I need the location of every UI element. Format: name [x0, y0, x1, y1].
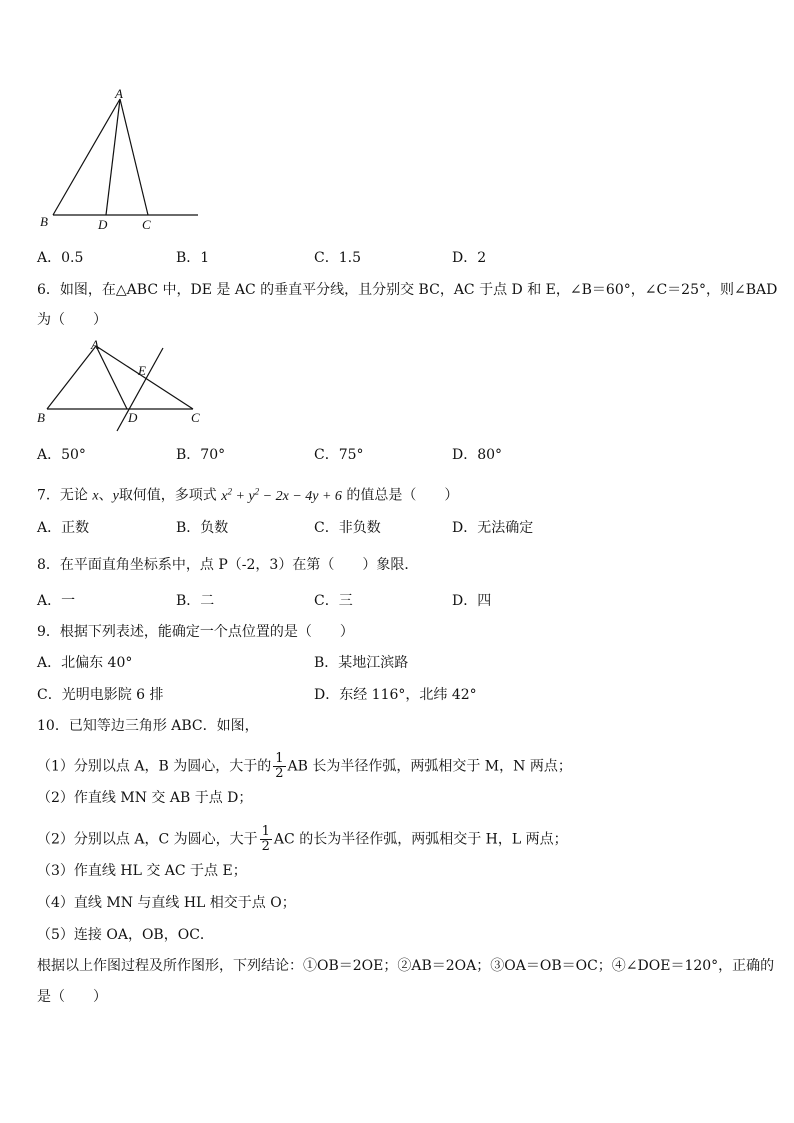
q9-stem: 9．根据下列表述，能确定一个点位置的是（ ） — [37, 624, 354, 640]
label-c: C — [142, 217, 151, 232]
q10-step2: （2）作直线 MN 交 AB 于点 D； — [37, 790, 253, 806]
q10-step1-a: （1）分别以点 A，B 为圆心，大于的 — [37, 758, 272, 775]
q5-option-c: C．1.5 — [314, 250, 361, 266]
perpendicular-bisector-de — [117, 348, 163, 431]
q10-step1-b: AB 长为半径作弧，两弧相交于 M，N 两点； — [287, 758, 572, 775]
q6-option-d: D．80° — [452, 447, 503, 463]
label-b: B — [37, 410, 45, 425]
q6-option-c: C．75° — [314, 447, 364, 463]
q8-option-d: D．四 — [452, 593, 492, 609]
segment-ac — [120, 99, 148, 215]
q8-option-b: B．二 — [176, 593, 215, 609]
fraction-half: $\frac{1}{2}$ — [261, 824, 270, 854]
q8-option-c: C．三 — [314, 593, 353, 609]
q7-suffix: 的值总是（ ） — [346, 487, 459, 504]
q6-option-a: A．50° — [37, 447, 86, 463]
segment-ab — [47, 346, 96, 409]
q9-option-b: B．某地江滨路 — [314, 655, 409, 671]
q10-conclusion-line2: 是（ ） — [37, 989, 107, 1005]
triangle-figure-q5 — [36, 86, 206, 236]
label-a: A — [91, 337, 99, 352]
q7-stem — [37, 482, 458, 506]
q10-step6: （5）连接 OA，OB，OC． — [37, 927, 214, 943]
triangle-figure-q6 — [36, 336, 206, 436]
q7-var-y: y — [112, 488, 119, 504]
q10-step3 — [37, 825, 568, 854]
q7-prefix: 7．无论 — [37, 487, 88, 504]
q7-option-b: B．负数 — [176, 520, 229, 536]
q7-option-a: A．正数 — [37, 520, 90, 536]
q10-step1 — [37, 752, 572, 781]
q10-step4: （3）作直线 HL 交 AC 于点 E； — [37, 863, 247, 879]
q9-option-a: A．北偏东 40° — [37, 655, 133, 671]
q10-intro: 10．已知等边三角形 ABC．如图， — [37, 718, 259, 734]
q7-option-c: C．非负数 — [314, 520, 381, 536]
q6-stem-line1: 6．如图，在△ABC 中，DE 是 AC 的垂直平分线，且分别交 BC，AC 于点 D 和 E，∠B＝60°，∠C＝25°，则∠BAD — [37, 282, 778, 298]
label-e: E — [138, 363, 146, 378]
label-d: D — [98, 217, 108, 232]
q10-step3-b: AC 的长为半径作弧，两弧相交于 H，L 两点； — [273, 831, 568, 848]
q8-option-a: A．一 — [37, 593, 76, 609]
q8-stem: 8．在平面直角坐标系中，点 P（-2，3）在第（ ）象限． — [37, 557, 419, 573]
label-c: C — [191, 410, 200, 425]
q6-stem-line2: 为（ ） — [37, 312, 107, 328]
segment-ab — [53, 99, 120, 215]
q7-option-d: D．无法确定 — [452, 520, 534, 536]
q9-option-d: D．东经 116°，北纬 42° — [314, 687, 477, 703]
q7-mid: 取何值，多项式 — [118, 487, 217, 504]
q7-var-x: x — [92, 488, 99, 504]
label-b: B — [40, 214, 48, 229]
q5-option-d: D．2 — [452, 250, 487, 266]
label-d: D — [128, 410, 138, 425]
q5-option-a: A．0.5 — [37, 250, 84, 266]
fraction-half: $\frac{1}{2}$ — [275, 751, 284, 781]
segment-ad — [106, 99, 120, 215]
q9-option-c: C．光明电影院 6 排 — [37, 687, 164, 703]
q7-sep: 、 — [98, 487, 113, 504]
q6-option-b: B．70° — [176, 447, 226, 463]
q7-polynomial: $x^2 + y^2 - 2x - 4y + 6$ — [221, 486, 342, 504]
q5-option-b: B．1 — [176, 250, 210, 266]
q10-step5: （4）直线 MN 与直线 HL 相交于点 O； — [37, 895, 296, 911]
label-a: A — [115, 86, 123, 101]
q10-step3-a: （2）分别以点 A，C 为圆心，大于 — [37, 831, 258, 848]
q10-conclusion-line1: 根据以上作图过程及所作图形，下列结论：①OB＝2OE；②AB＝2OA；③OA＝OB＝OC；④∠DOE＝120°，正确的 — [37, 958, 775, 974]
